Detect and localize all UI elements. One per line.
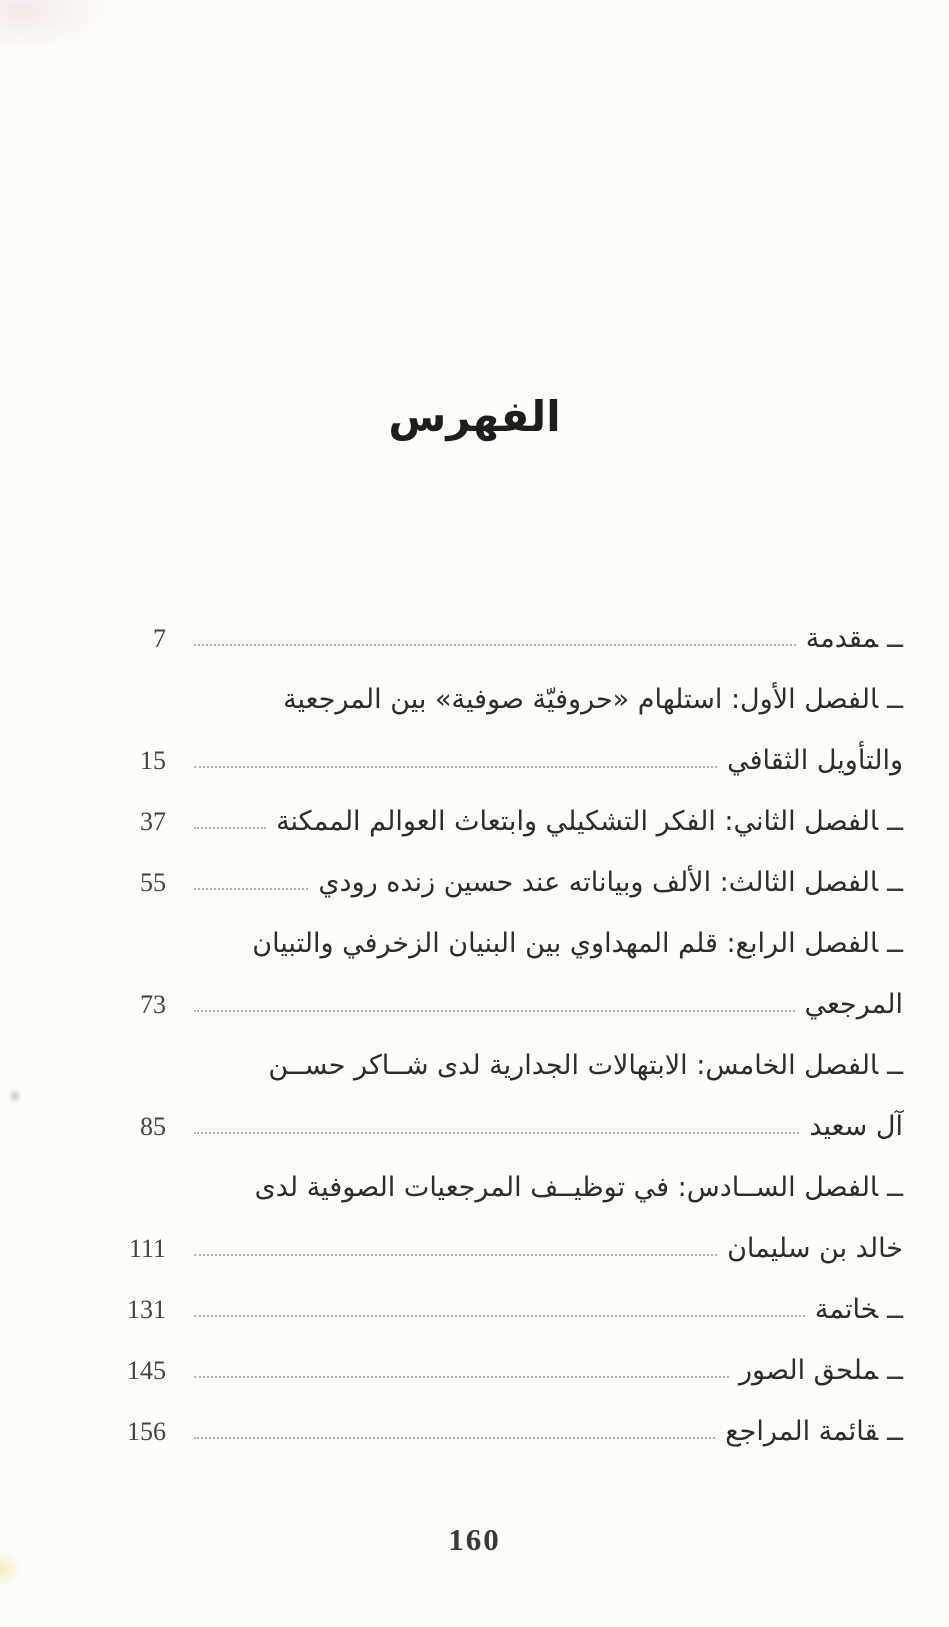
toc-row: [126, 1269, 903, 1330]
toc-entry-dash: ــ: [887, 623, 903, 654]
toc-row: [126, 842, 903, 903]
toc-page-number: 156: [127, 1417, 166, 1446]
toc-row: [126, 1025, 903, 1086]
toc-entry-text: خالد بن سليمان: [727, 1233, 903, 1264]
toc-entry-dash: ــ: [887, 928, 903, 959]
toc-row: [126, 903, 903, 964]
dotted-leader: [194, 1376, 729, 1378]
toc-entry-text: والتأويل الثقافي: [727, 745, 903, 776]
toc-row: [126, 781, 903, 842]
toc-row: [126, 1086, 903, 1147]
scan-smudge-top-left: [0, 0, 110, 50]
toc-row: [126, 1208, 903, 1269]
toc-entry-text: ــالفصل الخامس: الابتهالات الجدارية لدى شــاكر حســن: [268, 1050, 903, 1081]
toc-entry-text: ــمقدمة: [805, 623, 903, 654]
toc-row: [126, 1147, 903, 1208]
toc-page-number: 85: [140, 1112, 166, 1141]
dotted-leader: [194, 1132, 799, 1134]
toc-entry-text: ــقائمة المراجع: [725, 1416, 903, 1447]
toc-entry-text: ــملحق الصور: [738, 1355, 903, 1386]
toc-page-number: 37: [140, 807, 166, 836]
dotted-leader: [194, 827, 266, 829]
toc-entry-dash: ــ: [887, 1172, 903, 1203]
toc-page-number: 111: [128, 1234, 166, 1263]
toc-entry-text: ــالفصل الثالث: الألف وبياناته عند حسين زنده رودي: [318, 867, 903, 898]
toc-row: [126, 1330, 903, 1391]
toc-row: [126, 720, 903, 781]
scan-speck-left-edge: [8, 1088, 22, 1104]
toc-entry-dash: ــ: [887, 1416, 903, 1447]
dotted-leader: [194, 1315, 805, 1317]
toc-entry-text: المرجعي: [804, 989, 903, 1020]
toc-entry-dash: ــ: [887, 1355, 903, 1386]
toc-page-number: 15: [140, 746, 166, 775]
dotted-leader: [194, 1254, 717, 1256]
dotted-leader: [194, 766, 717, 768]
dotted-leader: [194, 1010, 795, 1012]
toc-row: [126, 659, 903, 720]
toc-page-number: 55: [140, 868, 166, 897]
toc-page-number: 131: [127, 1295, 166, 1324]
dotted-leader: [194, 644, 796, 646]
page-title: الفهرس: [388, 392, 561, 441]
toc-page-number: 145: [127, 1356, 166, 1385]
toc-row: [126, 1391, 903, 1452]
toc-entry-dash: ــ: [887, 1050, 903, 1081]
toc-entry-text: ــخاتمة: [814, 1294, 903, 1325]
toc-entry-text: ــالفصل الســادس: في توظيــف المرجعيات الصوفية لدى: [254, 1172, 903, 1203]
toc-page-number: 7: [153, 624, 166, 653]
toc-entry-text: آل سعيد: [809, 1111, 903, 1142]
dotted-leader: [194, 888, 308, 890]
toc-entry-dash: ــ: [887, 867, 903, 898]
toc-list: [126, 598, 903, 1452]
toc-entry-text: ــالفصل الرابع: قلم المهداوي بين البنيان الزخرفي والتبيان: [252, 928, 903, 959]
toc-entry-dash: ــ: [887, 684, 903, 715]
toc-entry-text: ــالفصل الثاني: الفكر التشكيلي وابتعاث العوالم الممكنة: [276, 806, 903, 837]
toc-page-number: 73: [140, 990, 166, 1019]
dotted-leader: [194, 1437, 715, 1439]
toc-entry-dash: ــ: [887, 1294, 903, 1325]
folio-number: 160: [448, 1522, 501, 1557]
toc-row: [126, 964, 903, 1025]
toc-row: [126, 598, 903, 659]
toc-entry-dash: ــ: [887, 806, 903, 837]
toc-entry-text: ــالفصل الأول: استلهام «حروفيّة صوفية» بين المرجعية: [283, 684, 903, 715]
